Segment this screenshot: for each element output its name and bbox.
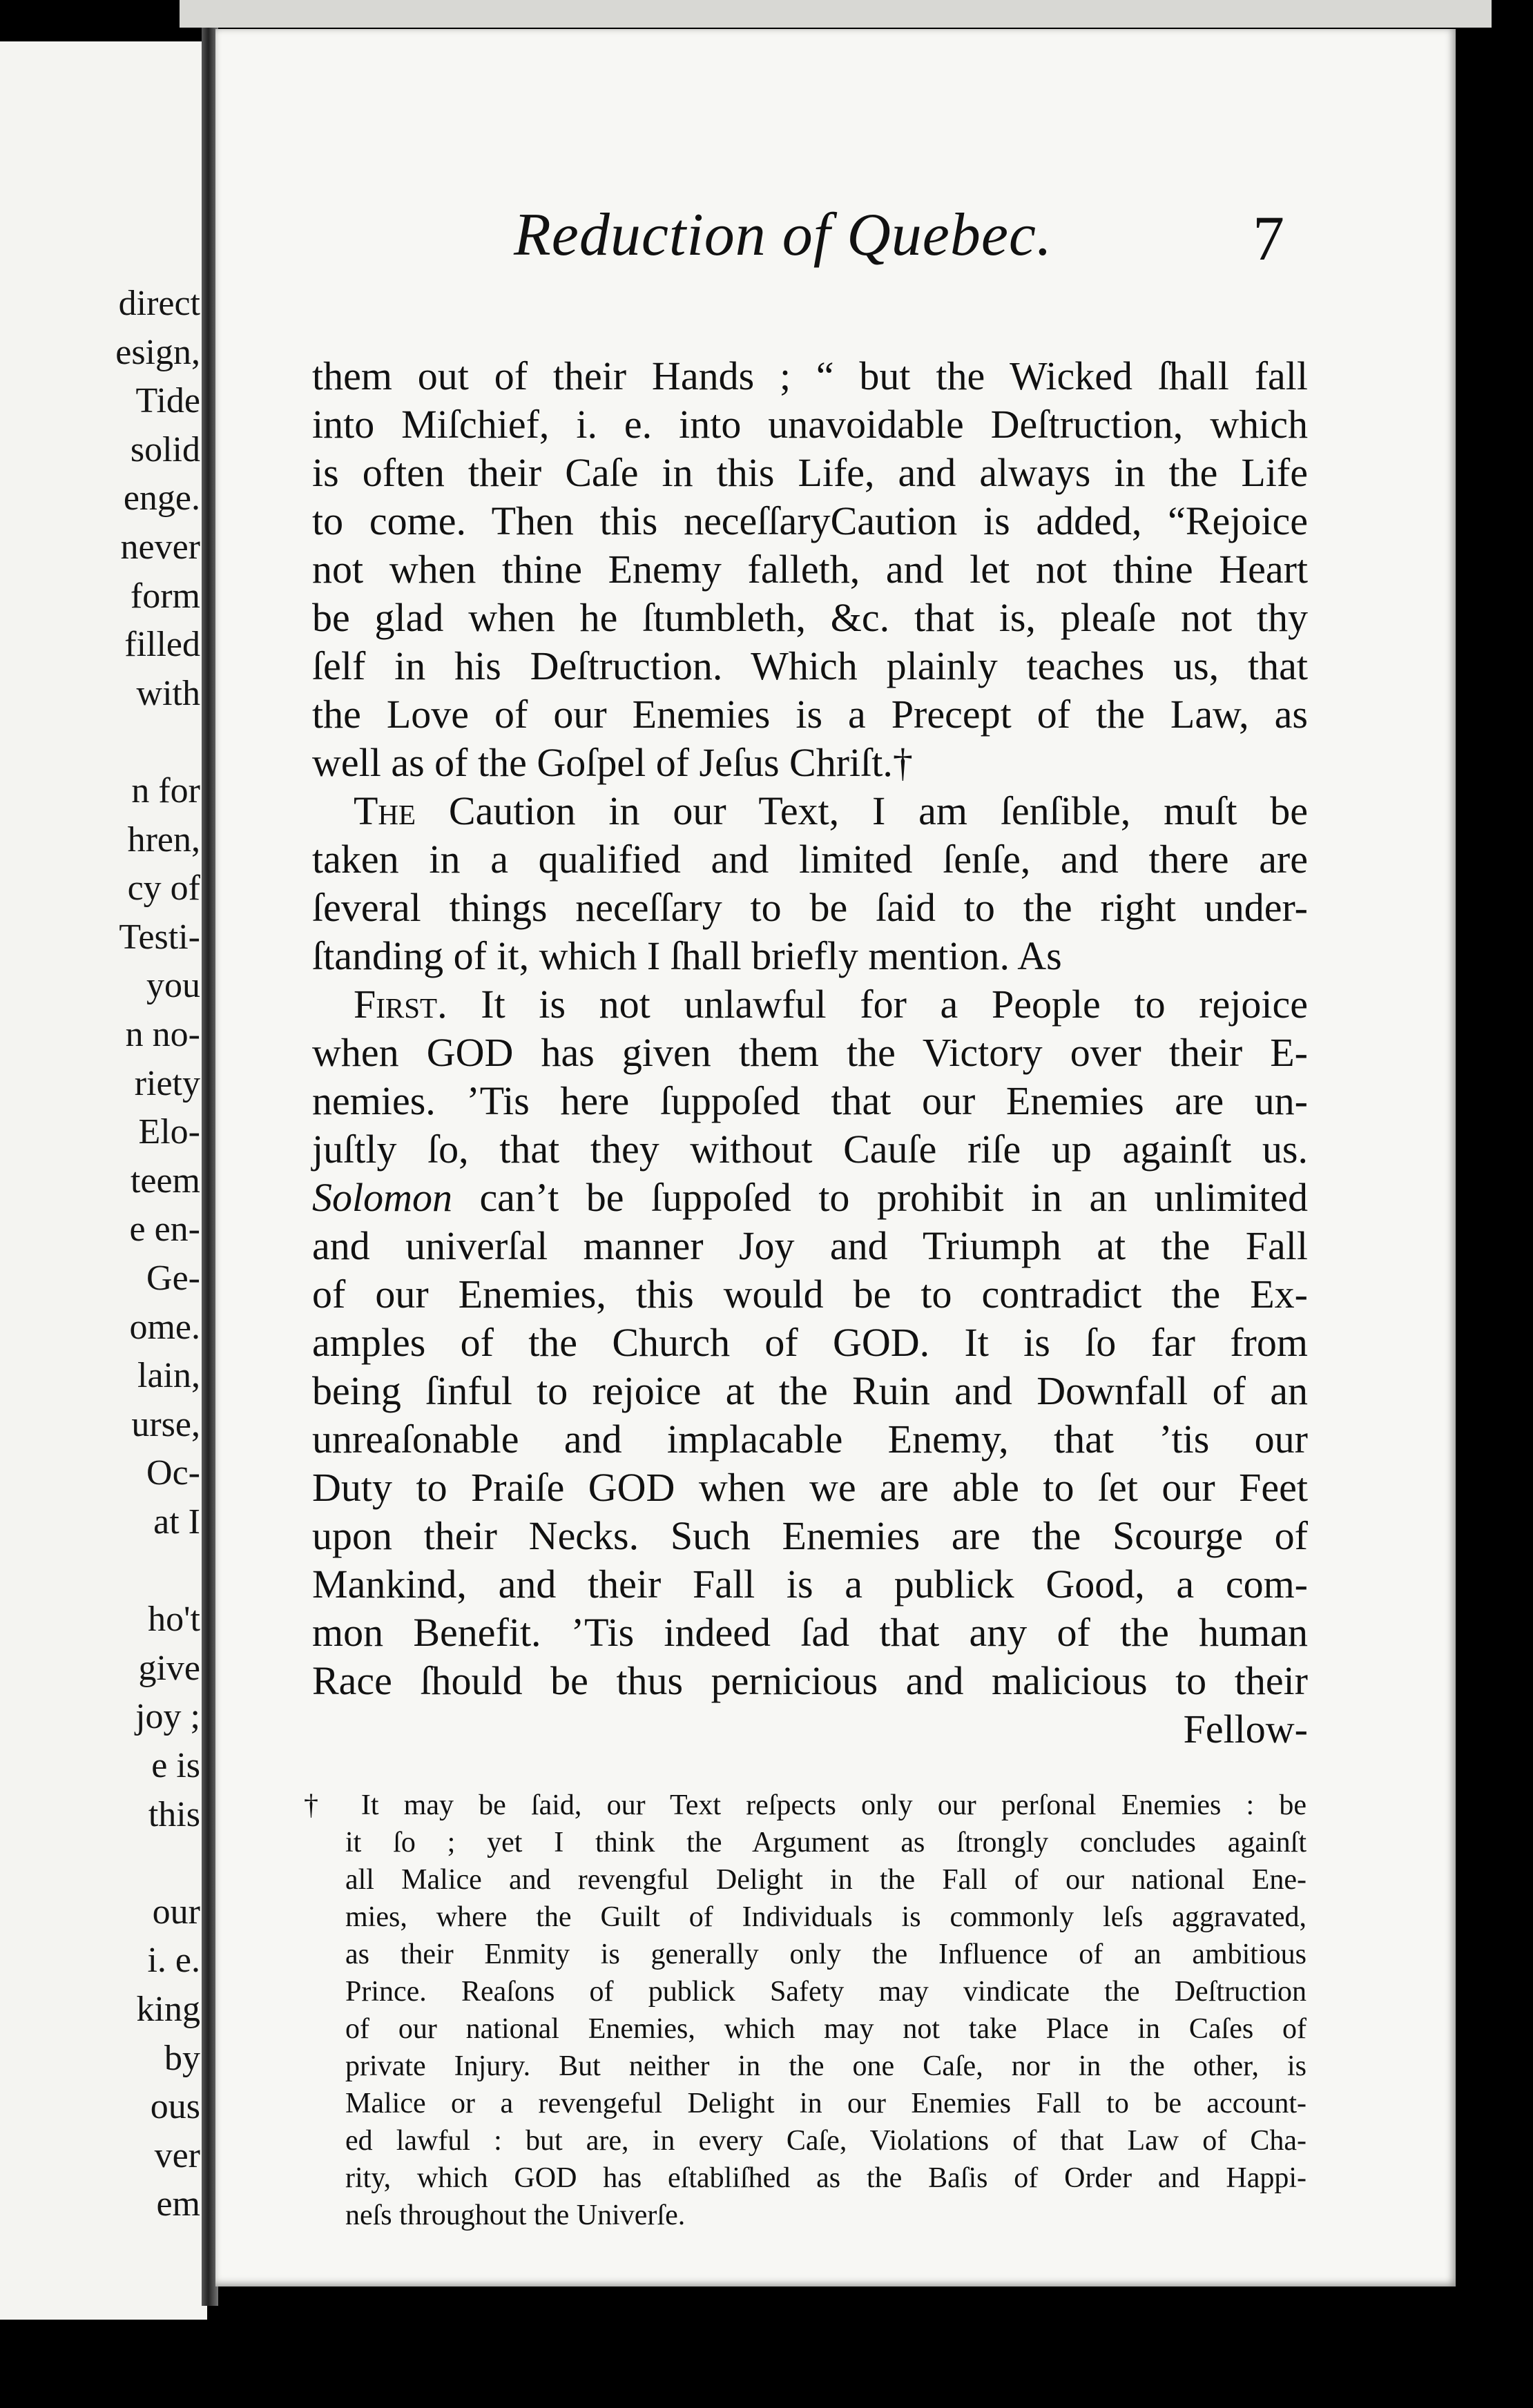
- smallcaps-word: The: [354, 788, 416, 833]
- facing-page-fragment: this: [148, 1794, 200, 1834]
- body-line: ſelf in his Deſtruction. Which plainly teaches us, that: [312, 643, 1308, 688]
- facing-page-fragment: hren,: [127, 819, 200, 860]
- facing-page-fragment: cy of: [127, 868, 200, 909]
- footnote-line: of our national Enemies, which may not take Place in Caſes of: [345, 2013, 1307, 2045]
- facing-page-fragment: by: [164, 2038, 200, 2078]
- body-line: is often their Caſe in this Life, and always in the Life: [312, 450, 1308, 495]
- facing-page-fragment: give: [138, 1648, 200, 1688]
- facing-page-fragment: ous: [150, 2087, 200, 2127]
- body-line: into Miſchief, i. e. into unavoidable Deſtruction, which: [312, 402, 1308, 447]
- footnote-line: as their Enmity is generally only the Influence of an ambitious: [345, 1939, 1307, 1970]
- facing-page-fragment: direct: [118, 284, 200, 323]
- facing-page-fragment: filled: [124, 625, 200, 665]
- body-line: be glad when he ſtumbleth, &c. that is, pleaſe not thy: [312, 595, 1308, 640]
- facing-page-fragment: e is: [151, 1746, 200, 1785]
- body-line: unreaſonable and implacable Enemy, that ’tis our: [312, 1417, 1308, 1462]
- body-line: mon Benefit. ’Tis indeed ſad that any of the human: [312, 1610, 1308, 1655]
- facing-page-fragment: with: [136, 673, 200, 713]
- catchword: Fellow-: [1183, 1707, 1308, 1751]
- body-line: nemies. ’Tis here ſuppoſed that our Enemies are un-: [312, 1078, 1308, 1123]
- facing-page-fragment: joy ;: [135, 1697, 200, 1737]
- body-line: to come. Then this neceſſaryCaution is added, “Rejoice: [312, 498, 1308, 543]
- footnote: [304, 1787, 1307, 2234]
- body-line-rest: can’t be ſuppoſed to prohibit in an unlimited: [479, 1175, 1308, 1220]
- page-number: 7: [1253, 203, 1284, 273]
- body-line: [312, 1174, 1308, 1222]
- facing-page-fragment: em: [156, 2184, 200, 2224]
- italic-word: Solomon: [312, 1175, 452, 1220]
- facing-page-fragment: you: [146, 966, 200, 1006]
- body-line: when GOD has given them the Victory over their E-: [312, 1030, 1308, 1075]
- running-head: Reduction of Quebec.: [514, 202, 1052, 269]
- facing-page-fragment: solid: [130, 429, 200, 469]
- body-line: the Love of our Enemies is a Precept of the Law, as: [312, 692, 1308, 737]
- facing-page-fragment: e en-: [129, 1210, 200, 1250]
- footnote-line: it ſo ; yet I think the Argument as ſtrongly concludes againſt: [345, 1827, 1307, 1858]
- body-text: [312, 352, 1308, 1754]
- facing-page-fragment: at I: [153, 1502, 200, 1542]
- facing-page-fragment: teem: [130, 1161, 200, 1201]
- facing-page-fragment: lain,: [137, 1356, 200, 1396]
- body-line-rest: It is not unlawful for a People to rejoice: [481, 982, 1308, 1027]
- body-line: well as of the Goſpel of Jeſus Chriſt.†: [312, 740, 913, 785]
- body-line: of our Enemies, this would be to contradict the Ex-: [312, 1272, 1308, 1317]
- book-page: [215, 29, 1456, 2286]
- facing-page-fragment: urse,: [131, 1404, 200, 1444]
- facing-page-fragment: never: [120, 527, 200, 567]
- facing-page-fragment: ver: [154, 2135, 200, 2175]
- body-line: upon their Necks. Such Enemies are the Scourge of: [312, 1513, 1308, 1558]
- facing-page-fragment: n for: [131, 771, 200, 810]
- body-line: ſeveral things neceſſary to be ſaid to the right under-: [312, 885, 1308, 930]
- facing-page-fragment: n no-: [125, 1015, 200, 1054]
- footnote-line: all Malice and revengful Delight in the Fall of our national Ene-: [345, 1864, 1307, 1896]
- body-line: and univerſal manner Joy and Triumph at the Fall: [312, 1223, 1308, 1268]
- footnote-line: neſs throughout the Univerſe.: [345, 2200, 686, 2231]
- footnote-line: † It may be ſaid, our Text reſpects only our perſonal Enemies : be: [304, 1789, 1307, 1821]
- facing-page-fragment: Elo-: [138, 1112, 200, 1152]
- body-line: amples of the Church of GOD. It is ſo far from: [312, 1320, 1308, 1365]
- footnote-line: ed lawful : but are, in every Caſe, Violations of that Law of Cha-: [345, 2125, 1307, 2157]
- footnote-line: private Injury. But neither in the one Caſe, nor in the other, is: [345, 2050, 1307, 2082]
- facing-page-fragment: ho't: [148, 1600, 200, 1640]
- facing-page-strip: [0, 41, 207, 2320]
- facing-page-fragment: i. e.: [147, 1941, 200, 1981]
- body-line-rest: Caution in our Text, I am ſenſible, muſt be: [448, 788, 1308, 833]
- facing-page-fragment: enge.: [123, 478, 200, 518]
- facing-page-fragment: king: [136, 1990, 200, 2029]
- body-line: being ſinful to rejoice at the Ruin and Downfall of an: [312, 1368, 1308, 1413]
- footnote-line: Malice or a revengeful Delight in our Enemies Fall to be account-: [345, 2088, 1307, 2119]
- body-line: Duty to Praiſe GOD when we are able to ſet our Feet: [312, 1465, 1308, 1510]
- body-line: ſtanding of it, which I ſhall briefly mention. As: [312, 933, 1062, 978]
- footnote-line: rity, which GOD has eſtabliſhed as the Baſis of Order and Happi-: [345, 2162, 1307, 2194]
- body-line: Race ſhould be thus pernicious and malicious to their: [312, 1658, 1308, 1703]
- facing-page-fragment: ome.: [129, 1307, 200, 1347]
- facing-page-fragment: Ge-: [146, 1259, 200, 1298]
- facing-page-fragment: Oc-: [146, 1453, 200, 1493]
- facing-page-fragment: riety: [134, 1063, 200, 1103]
- footnote-line: mies, where the Guilt of Individuals is commonly leſs aggravated,: [345, 1901, 1307, 1933]
- facing-page-fragment: our: [152, 1892, 200, 1932]
- body-line: not when thine Enemy falleth, and let not thine Heart: [312, 547, 1308, 592]
- body-line: them out of their Hands ; “ but the Wicked ſhall fall: [312, 353, 1308, 398]
- facing-page-fragment: esign,: [115, 332, 200, 372]
- body-line: juſtly ſo, that they without Cauſe riſe up againſt us.: [312, 1127, 1308, 1172]
- body-line-paragraph-start: [312, 980, 1308, 1029]
- body-line: Mankind, and their Fall is a publick Good, a com-: [312, 1562, 1308, 1606]
- scan-top-edge: [180, 0, 1492, 28]
- smallcaps-word: First.: [354, 982, 447, 1027]
- body-line-paragraph-start: [312, 787, 1308, 835]
- facing-page-fragment: Tide: [135, 381, 200, 421]
- facing-page-fragment: form: [130, 576, 200, 616]
- footnote-line: Prince. Reaſons of publick Safety may vindicate the Deſtruction: [345, 1976, 1307, 2008]
- facing-page-fragment: Testi-: [119, 917, 200, 957]
- body-line: taken in a qualified and limited ſenſe, and there are: [312, 837, 1308, 882]
